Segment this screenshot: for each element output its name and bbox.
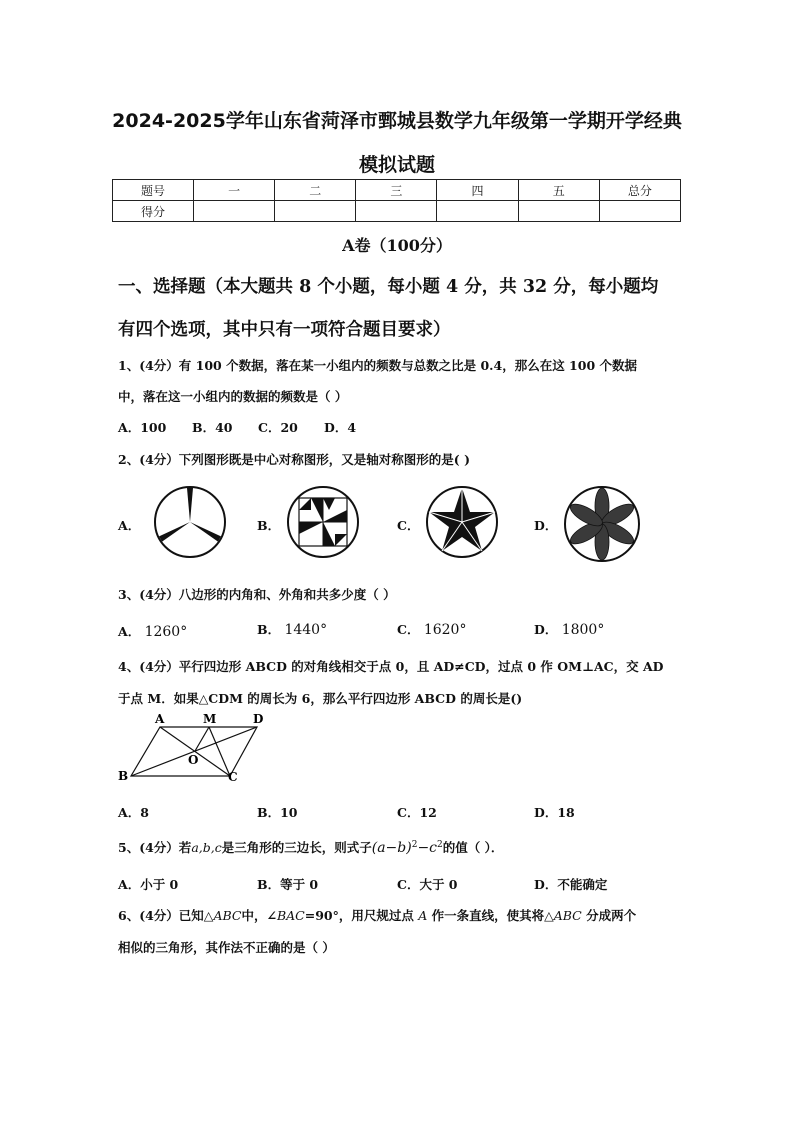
q5-expr: (a−b)	[371, 840, 412, 856]
option-b[interactable]: B．	[257, 518, 281, 533]
option-c[interactable]: C．大于 0	[397, 877, 458, 892]
table-row	[113, 180, 681, 201]
score-table	[112, 179, 681, 222]
option-d[interactable]: D．	[534, 518, 558, 533]
option-d[interactable]: D．4	[324, 420, 357, 435]
table-cell: 四	[437, 180, 518, 201]
option-b[interactable]: B．40	[192, 420, 233, 435]
option-a[interactable]: A．小于 0	[118, 877, 179, 892]
table-cell: 一	[194, 180, 275, 201]
q6-var: ABC	[213, 908, 242, 923]
volume-heading: A卷（100分）	[342, 236, 452, 255]
option-b[interactable]: B．10	[257, 805, 298, 820]
q6-var: ABC	[553, 908, 582, 923]
three-blade-figure	[152, 484, 228, 560]
question-5-stem	[118, 838, 503, 856]
table-cell: 得分	[113, 201, 194, 222]
question-4-stem-line2: 于点 M．如果△CDM 的周长为 6，那么平行四边形 ABCD 的周长是()	[118, 691, 523, 706]
q6-text: =90°，用尺规过点	[304, 908, 419, 923]
q6-text: 中，∠	[241, 908, 277, 923]
table-cell: 总分	[599, 180, 680, 201]
option-label: C．	[397, 622, 420, 637]
option-c[interactable]	[397, 620, 466, 638]
table-cell: 三	[356, 180, 437, 201]
q5-minus: −c	[417, 840, 438, 856]
option-d[interactable]	[534, 620, 604, 638]
flower-figure	[562, 484, 642, 564]
score-cell[interactable]	[437, 201, 518, 222]
section-heading: 一、选择题（本大题共 8 个小题，每小题 4 分，共 32 分，每小题均	[118, 277, 659, 297]
option-value: 1440°	[284, 622, 328, 638]
q5-exp: 2	[411, 839, 418, 850]
question-3-stem: 3、(4分）八边形的内角和、外角和共多少度（ ）	[118, 587, 396, 602]
q6-var: A	[418, 908, 428, 923]
star-figure	[424, 484, 500, 560]
option-value: 1620°	[423, 622, 467, 638]
option-value: 1800°	[561, 622, 605, 638]
q5-suffix: 的值（ ）．	[442, 840, 504, 855]
q5-middle: 是三角形的三边长，则式子	[221, 840, 372, 855]
score-cell[interactable]	[356, 201, 437, 222]
vertex-label: O	[188, 753, 199, 767]
score-cell[interactable]	[275, 201, 356, 222]
q5-exp2: 2	[437, 839, 443, 850]
option-a[interactable]: A．	[118, 518, 141, 533]
table-cell: 二	[275, 180, 356, 201]
question-4-stem: 4、(4分）平行四边形 ABCD 的对角线相交于点 0，且 AD≠CD，过点 0 作 OM⊥AC，交 AD	[118, 659, 664, 674]
vertex-label: C	[228, 770, 238, 784]
option-label: B．	[257, 622, 281, 637]
option-d[interactable]: D．18	[534, 805, 575, 820]
question-6-stem	[118, 906, 636, 924]
score-cell[interactable]	[194, 201, 275, 222]
q5-vars: a,b,c	[191, 840, 222, 855]
option-b[interactable]: B．等于 0	[257, 877, 319, 892]
page-title: 2024-2025学年山东省菏泽市鄄城县数学九年级第一学期开学经典	[112, 110, 682, 132]
parallelogram-figure	[112, 710, 272, 792]
option-a[interactable]	[118, 622, 187, 640]
question-1-stem: 1、(4分）有 100 个数据，落在某一小组内的频数与总数之比是 0.4，那么在这 100 个数据	[118, 358, 638, 373]
option-b[interactable]	[257, 620, 327, 638]
pinwheel-figure	[285, 484, 361, 560]
q6-text: 作一条直线，使其将△	[427, 908, 554, 923]
section-heading-line2: 有四个选项，其中只有一项符合题目要求）	[118, 320, 451, 340]
question-2-stem: 2、(4分）下列图形既是中心对称图形，又是轴对称图形的是( )	[118, 452, 470, 467]
vertex-label: B	[118, 769, 129, 783]
score-cell[interactable]	[518, 201, 599, 222]
option-label: A．	[118, 624, 141, 639]
option-a[interactable]: A．8	[118, 805, 149, 820]
option-d[interactable]: D．不能确定	[534, 877, 608, 892]
q6-text: 6、(4分）已知△	[118, 908, 214, 923]
score-cell[interactable]	[599, 201, 680, 222]
option-c[interactable]: C．12	[397, 805, 437, 820]
option-c[interactable]: C．20	[258, 420, 298, 435]
vertex-label: A	[155, 712, 165, 726]
vertex-label: D	[253, 712, 264, 726]
question-6-stem-line2: 相似的三角形，其作法不正确的是（ ）	[118, 940, 335, 955]
table-cell: 题号	[113, 180, 194, 201]
table-row	[113, 201, 681, 222]
option-value: 1260°	[144, 624, 188, 640]
question-1-stem-line2: 中，落在这一小组内的数据的频数是（ ）	[118, 389, 348, 404]
table-cell: 五	[518, 180, 599, 201]
q6-text: 分成两个	[581, 908, 637, 923]
option-c[interactable]: C．	[397, 518, 420, 533]
option-label: D．	[534, 622, 558, 637]
option-a[interactable]: A．100	[118, 420, 167, 435]
q5-prefix: 5、(4分）若	[118, 840, 192, 855]
q6-var: BAC	[276, 908, 305, 923]
vertex-label: M	[203, 712, 217, 726]
page-title-line2: 模拟试题	[358, 154, 435, 176]
